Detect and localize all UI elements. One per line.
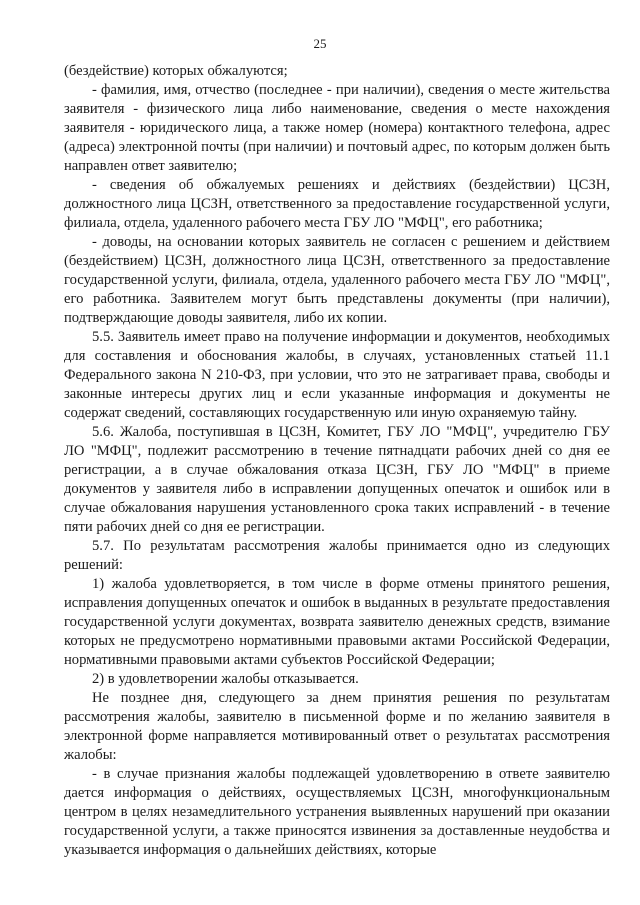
page-number: 25 <box>313 36 327 51</box>
paragraph-5-7: 5.7. По результатам рассмотрения жалобы принимается одно из следующих решений: <box>64 538 610 573</box>
paragraph-decision-2: 2) в удовлетворении жалобы отказывается. <box>92 671 359 687</box>
paragraph-continuation: (бездействие) которых обжалуются; <box>64 63 288 79</box>
paragraph-applicant-details: - фамилия, имя, отчество (последнее - при наличии), сведения о месте жительства заявителя - физического лица либо наименование, сведения о месте нахождения заявителя - юридического лица, а также номер (номера) контактного телефона, адрес (адреса) электронной почты (при наличии) и почтовый адрес, по которым должен быть направлен ответ заявителю; <box>64 82 610 174</box>
paragraph-response-satisfied: - в случае признания жалобы подлежащей удовлетворению в ответе заявителю дается информация о действиях, осуществляемых ЦСЗН, многофункциональным центром в целях незамедлительного устранения выявленных нарушений при оказании государственной услуги, а также приносятся извинения за доставленные неудобства и указывается информация о дальнейших действиях, которые <box>64 766 610 858</box>
document-body <box>64 62 610 860</box>
paragraph-response-deadline: Не позднее дня, следующего за днем принятия решения по результатам рассмотрения жалобы, заявителю в письменной форме и по желанию заявителя в электронной форме направляется мотивированный ответ о результатах рассмотрения жалобы: <box>64 690 610 763</box>
paragraph-5-5: 5.5. Заявитель имеет право на получение информации и документов, необходимых для составления и обоснования жалобы, в случаях, установленных статьей 11.1 Федерального закона N 210-ФЗ, при условии, что это не затрагивает права, свободы и законные интересы других лиц и если указанные информация и документы не содержат сведений, составляющих государственную или иную охраняемую тайну. <box>64 329 610 421</box>
paragraph-5-6: 5.6. Жалоба, поступившая в ЦСЗН, Комитет, ГБУ ЛО "МФЦ", учредителю ГБУ ЛО "МФЦ", подлежит рассмотрению в течение пятнадцати рабочих дней со дня ее регистрации, а в случае обжалования отказа ЦСЗН, ГБУ ЛО "МФЦ" в приеме документов у заявителя либо в исправлении допущенных опечаток и ошибок или в случае обжалования нарушения установленного срока таких исправлений - в течение пяти рабочих дней со дня ее регистрации. <box>64 424 610 535</box>
paragraph-arguments: - доводы, на основании которых заявитель не согласен с решением и действием (бездействием) ЦСЗН, должностного лица ЦСЗН, ответственного за предоставление государственной услуги, филиала, отдела, удаленного рабочего места ГБУ ЛО "МФЦ", его работника. Заявителем могут быть представлены документы (при наличии), подтверждающие доводы заявителя, либо их копии. <box>64 234 610 326</box>
paragraph-decision-1: 1) жалоба удовлетворяется, в том числе в форме отмены принятого решения, исправления допущенных опечаток и ошибок в выданных в результате предоставления государственной услуги документах, возврата заявителю денежных средств, взимание которых не предусмотрено нормативными правовыми актами Российской Федерации, нормативными правовыми актами субъектов Российской Федерации; <box>64 576 610 668</box>
paragraph-appealed-decisions: - сведения об обжалуемых решениях и действиях (бездействии) ЦСЗН, должностного лица ЦСЗН, ответственного за предоставление государственной услуги, филиала, отдела, удаленного рабочего места ГБУ ЛО "МФЦ", его работника; <box>64 177 610 231</box>
